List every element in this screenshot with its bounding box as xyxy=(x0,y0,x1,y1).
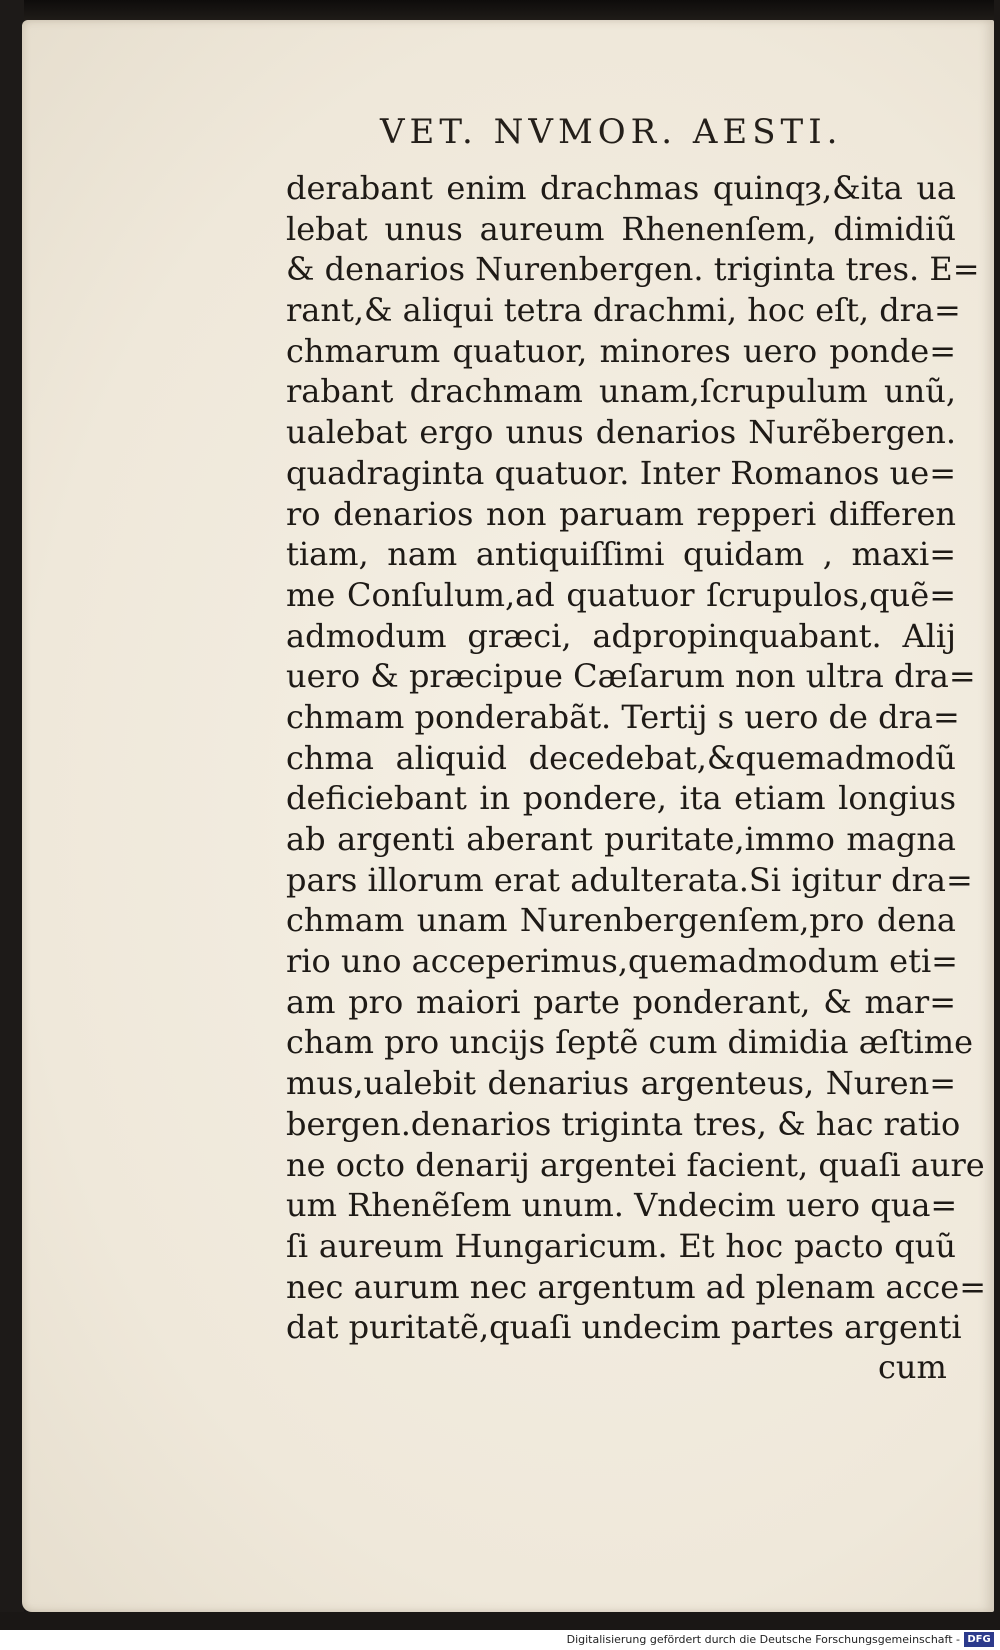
text-line: um Rhenẽſem unum. Vndecim uero qua= xyxy=(286,1186,958,1225)
text-line: chmam unam Nurenbergenſem,pro dena xyxy=(286,901,956,940)
text-line: cham pro uncijs ſeptẽ cum dimidia æſtime xyxy=(286,1023,974,1062)
text-line: chma aliquid decedebat,&quemadmodũ xyxy=(286,738,956,777)
book-right-edge xyxy=(994,0,1000,1650)
text-line: mus,ualebit denarius argenteus, Nuren= xyxy=(286,1064,956,1103)
text-line: & denarios Nurenbergen. triginta tres. E= xyxy=(286,250,980,289)
text-line: pars illorum erat adulterata.Si igitur dra= xyxy=(286,860,973,899)
text-line: derabant enim drachmas quinqȝ,&ita ua xyxy=(286,169,956,207)
book-left-edge xyxy=(0,0,24,1650)
text-line: ne octo denarij argentei facient, quaſi aure xyxy=(286,1145,985,1184)
text-line: ab argenti aberant puritate,immo magna xyxy=(286,820,956,858)
text-line: ſi aureum Hungaricum. Et hoc pacto quũ xyxy=(286,1226,956,1265)
text-line: uero & præcipue Cæſarum non ultra dra= xyxy=(286,657,976,696)
text-line: nec aurum nec argentum ad plenam acce= xyxy=(286,1267,987,1306)
text-line: rant,& aliqui tetra drachmi, hoc eſt, dra= xyxy=(286,291,961,330)
dfg-logo: DFG xyxy=(964,1632,994,1647)
text-line: admodum græci, adpropinquabant. Alij xyxy=(286,616,956,655)
text-line: deficiebant in pondere, ita etiam longius xyxy=(286,779,956,818)
digitization-credit: Digitalisierung gefördert durch die Deutsche Forschungsgemeinschaft - xyxy=(566,1633,960,1646)
text-line: quadraginta quatuor. Inter Romanos ue= xyxy=(286,453,956,492)
body-text xyxy=(286,168,987,1348)
text-line: ualebat ergo unus denarios Nurẽbergen. xyxy=(286,413,956,452)
text-line: chmarum quatuor, minores uero ponde= xyxy=(286,331,956,370)
book-bottom-edge xyxy=(0,1612,1000,1630)
running-head: VET. NVMOR. AESTI. xyxy=(380,112,843,152)
text-line: me Conſulum,ad quatuor ſcrupulos,quẽ= xyxy=(286,575,956,614)
text-line: dat puritatẽ,quaſi undecim partes argenti xyxy=(286,1308,962,1347)
text-line: bergen.denarios triginta tres, & hac ratio xyxy=(286,1104,961,1143)
text-line: am pro maiori parte ponderant, & mar= xyxy=(286,982,956,1021)
text-line: ro denarios non paruam repperi differen xyxy=(286,494,956,533)
catchword: cum xyxy=(878,1348,947,1386)
text-line: rio uno acceperimus,quemadmodum eti= xyxy=(286,942,958,981)
text-line: chmam ponderabãt. Tertij s uero de dra= xyxy=(286,697,960,736)
text-line: tiam, nam antiquiſſimi quidam , maxi= xyxy=(286,535,956,574)
text-line: lebat unus aureum Rhenenſem, dimidiũ xyxy=(286,209,956,248)
text-line: rabant drachmam unam,ſcrupulum unũ, xyxy=(286,372,956,411)
